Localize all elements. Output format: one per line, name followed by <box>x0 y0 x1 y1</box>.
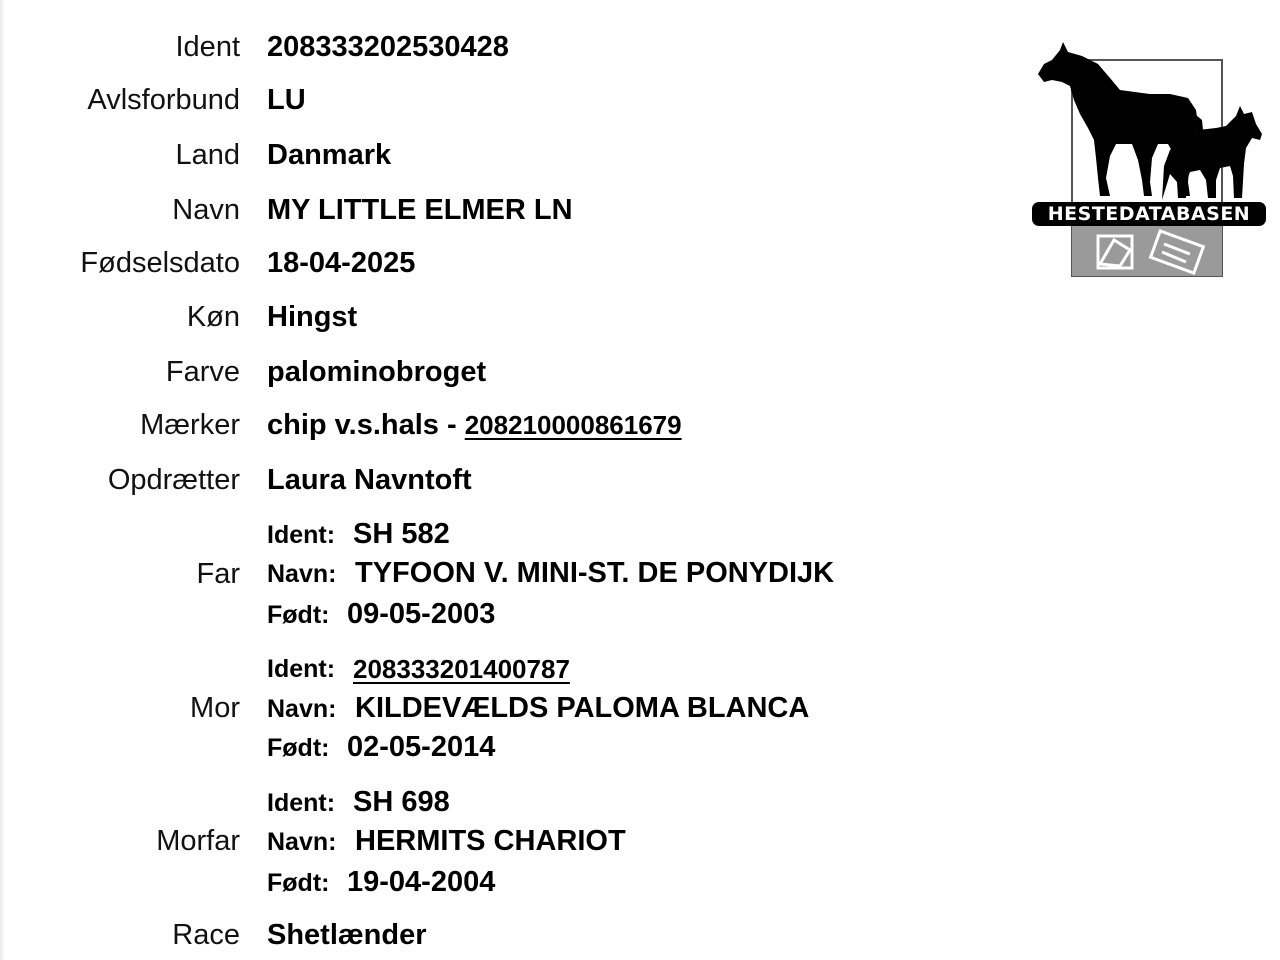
mor-navn-label: Navn: <box>267 695 337 723</box>
mor-label: Mor <box>190 692 240 724</box>
morfar-navn-label: Navn: <box>267 828 337 856</box>
navn-value: MY LITTLE ELMER LN <box>267 194 573 226</box>
navn-label: Navn <box>172 194 240 226</box>
opdraetter-value: Laura Navntoft <box>267 464 472 496</box>
far-navn-label: Navn: <box>267 560 337 588</box>
kon-label: Køn <box>186 301 240 333</box>
opdraetter-label: Opdrætter <box>107 464 240 496</box>
maerker-text: chip v.s.hals - <box>267 409 465 441</box>
morfar-navn-value: HERMITS CHARIOT <box>355 825 626 857</box>
chip-number-link[interactable]: 208210000861679 <box>464 410 682 440</box>
far-navn-value: TYFOON V. MINI-ST. DE PONYDIJK <box>355 557 835 589</box>
land-value: Danmark <box>267 139 392 171</box>
far-ident-value: SH 582 <box>353 518 450 550</box>
far-fodt-value: 09-05-2003 <box>347 598 496 630</box>
morfar-ident-value: SH 698 <box>353 786 450 818</box>
fodselsdato-value: 18-04-2025 <box>267 247 416 279</box>
morfar-fodt-value: 19-04-2004 <box>347 866 496 898</box>
morfar-fodt-label: Født: <box>267 869 330 897</box>
left-edge-shade <box>0 0 5 960</box>
race-value: Shetlænder <box>267 919 427 951</box>
morfar-label: Morfar <box>156 825 240 857</box>
farve-label: Farve <box>165 356 240 388</box>
maerker-value <box>267 411 682 440</box>
far-fodt-label: Født: <box>267 601 330 629</box>
mor-ident-link[interactable]: 208333201400787 <box>353 654 570 684</box>
maerker-label: Mærker <box>140 409 240 441</box>
mor-fodt-value: 02-05-2014 <box>347 731 496 763</box>
mor-fodt-label: Født: <box>267 734 330 762</box>
land-label: Land <box>175 139 240 171</box>
logo-text: HESTEDATABASEN <box>1032 202 1266 226</box>
mor-ident-label: Ident: <box>267 655 336 683</box>
avlsforbund-label: Avlsforbund <box>87 84 240 116</box>
morfar-ident-label: Ident: <box>267 789 336 817</box>
far-ident-label: Ident: <box>267 521 336 549</box>
horse-and-pony-logo <box>1030 40 1270 280</box>
farve-value: palominobroget <box>267 356 487 388</box>
kon-value: Hingst <box>267 301 358 333</box>
ident-label: Ident <box>175 31 240 63</box>
fodselsdato-label: Fødselsdato <box>80 247 240 279</box>
avlsforbund-value: LU <box>267 84 306 116</box>
ident-value: 208333202530428 <box>267 31 509 63</box>
far-label: Far <box>196 558 240 590</box>
race-label: Race <box>172 919 240 951</box>
mor-navn-value: KILDEVÆLDS PALOMA BLANCA <box>355 692 810 724</box>
